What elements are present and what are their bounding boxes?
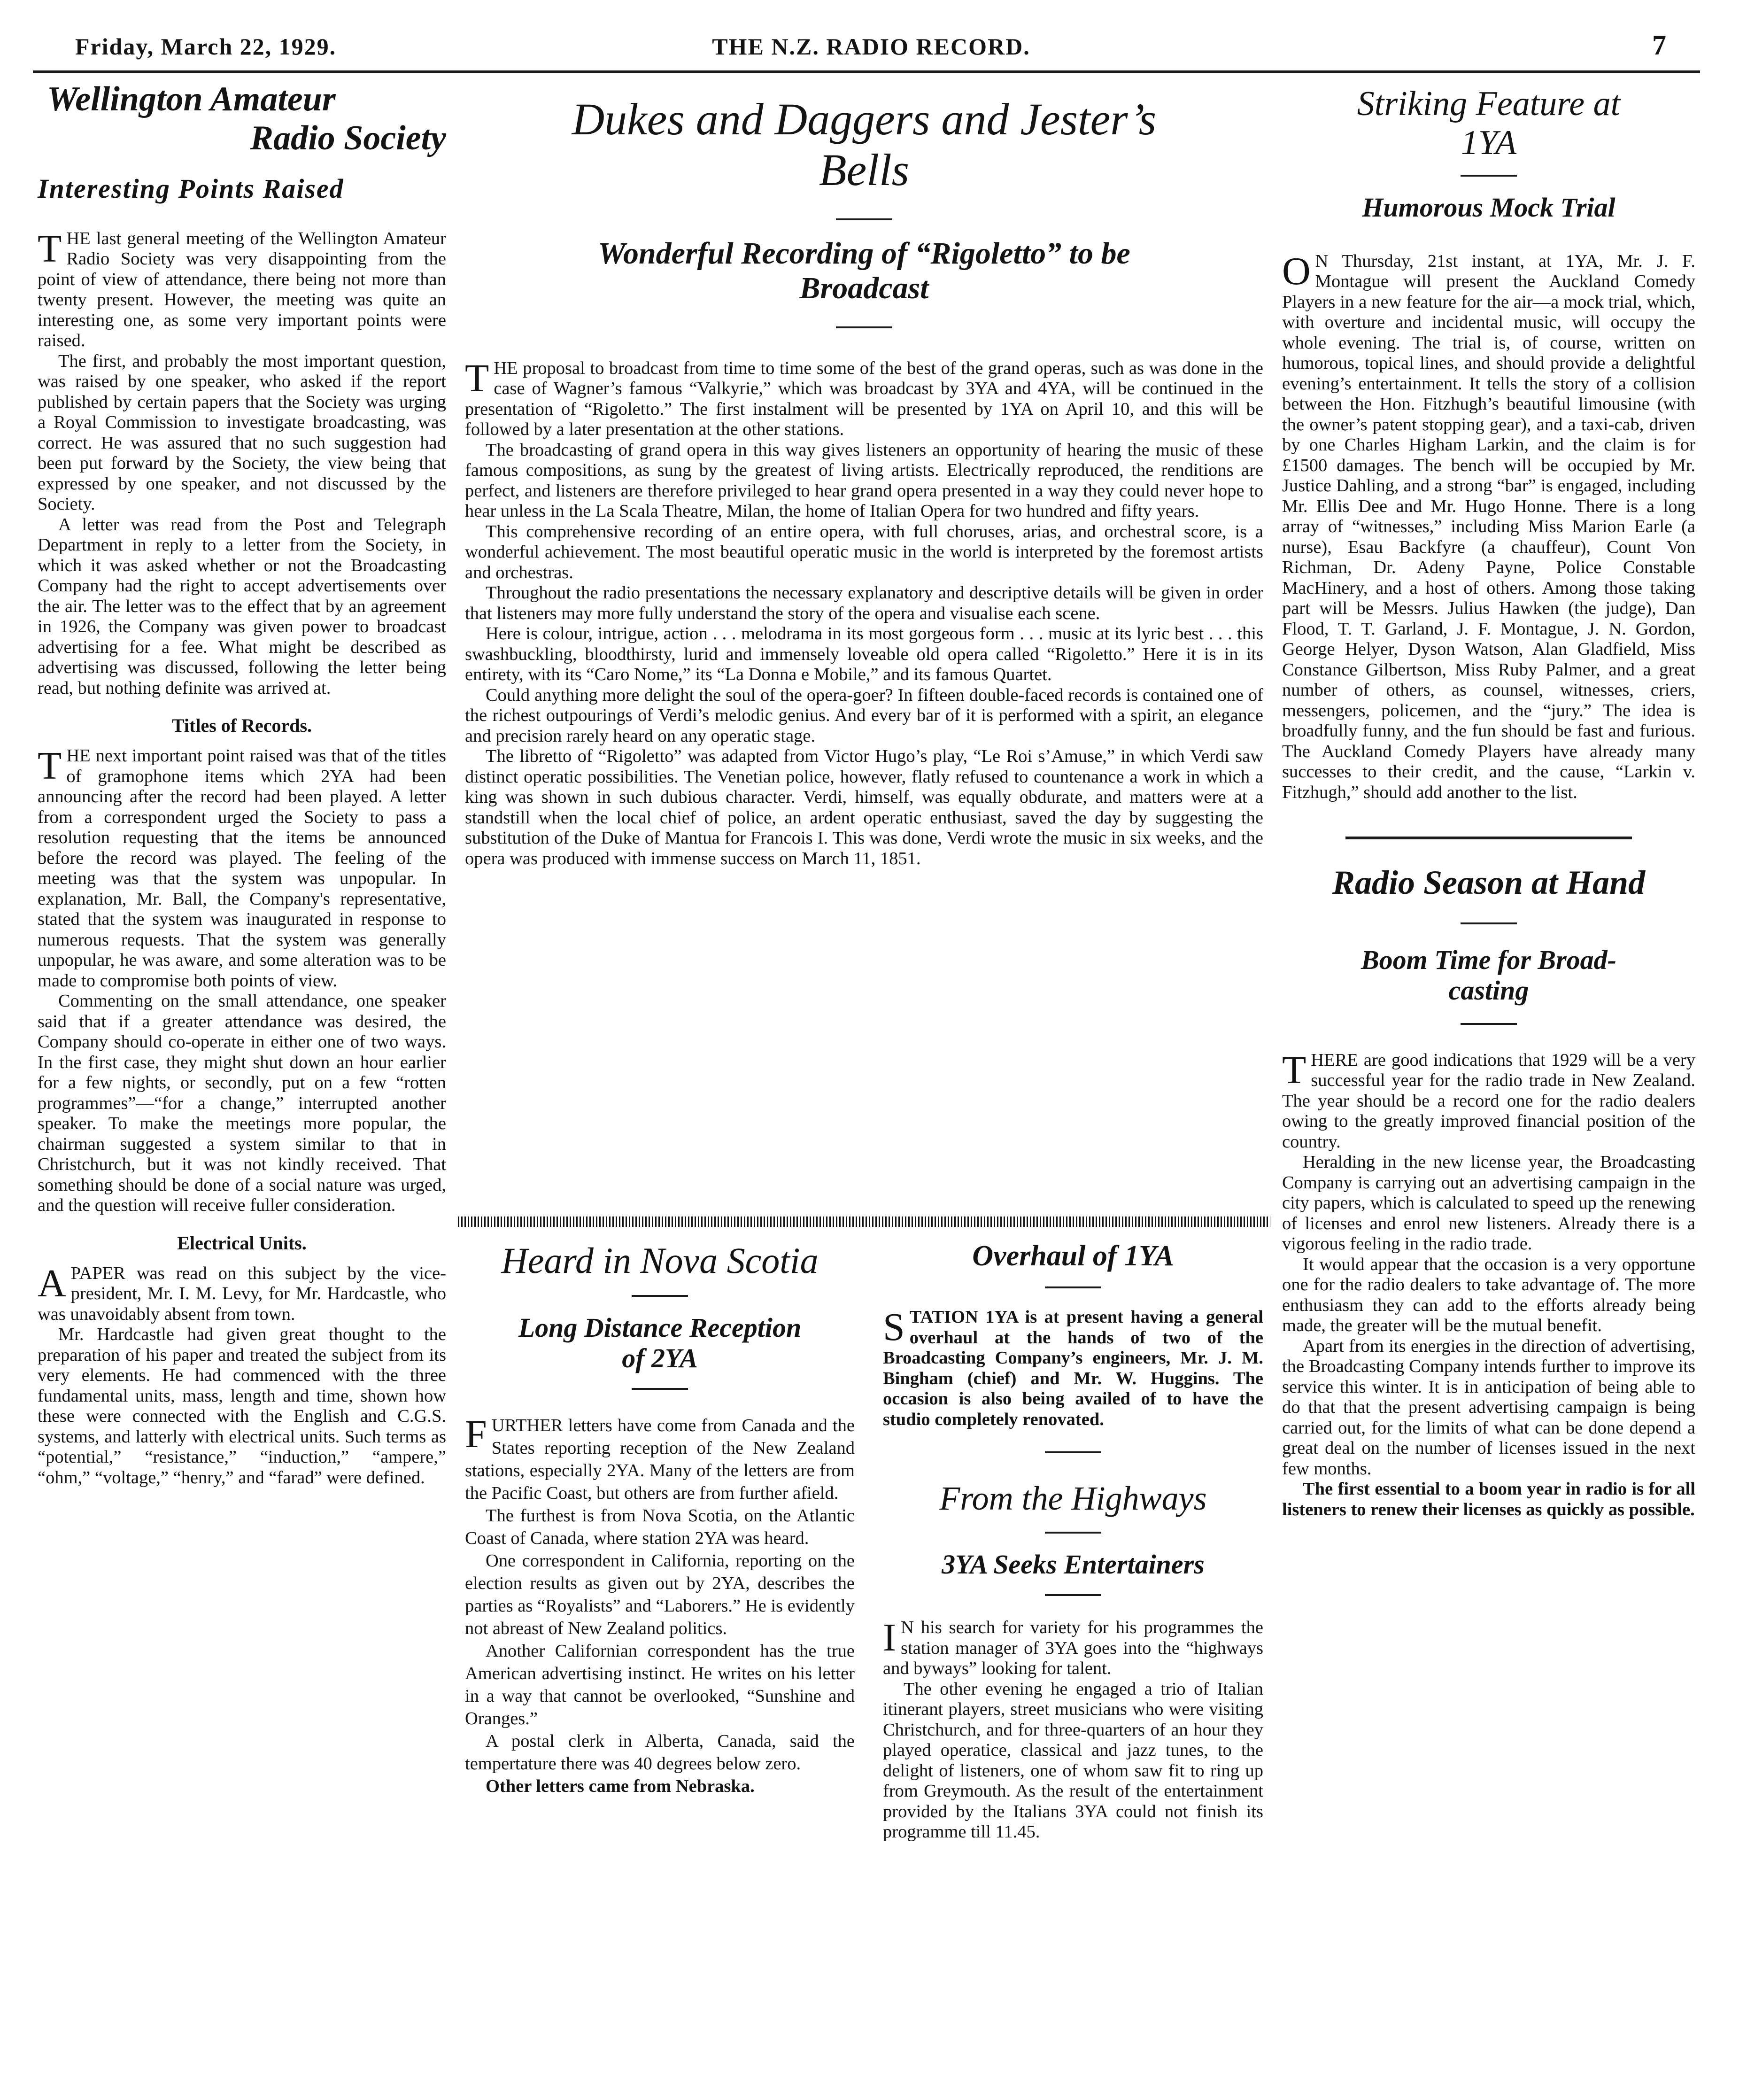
article-title-radio-season: Radio Season at Hand: [1332, 864, 1646, 902]
title-rule: [1045, 1532, 1101, 1534]
paragraph: THE proposal to broadcast from time to time some of the best of the grand operas, such as was done in the case of Wagner’s famous “Valkyrie,” which was broadcast by 3YA and 4YA, will be continued in the presentation of “Rigoletto.” The first instalment will be presented by 1YA on April 10, and this will be followed by a later presentation at the other stations.: [465, 356, 1263, 440]
drop-cap: S: [883, 1305, 905, 1349]
article-title-line2: 1YA: [1461, 123, 1517, 162]
article-subtitle-line2: of 2YA: [622, 1343, 698, 1374]
article-subtitle: Humorous Mock Trial: [1362, 192, 1616, 223]
article-wellington-society: [38, 80, 446, 1488]
paragraph: The broadcasting of grand opera in this way gives listeners an opportunity of hearing the music of these famous compositions, as sung by the greatest of living artists. Electrically reproduced, the renditions are perfect, and listeners are therefore privileged to hear grand opera presented in a way they could never hope to hear unless in the La Scala Theatre, Milan, the home of Italian Opera for two hundred and fifty years.: [465, 440, 1263, 521]
paragraph: Heralding in the new license year, the Broadcasting Company is carrying out an advertising campaign in the city papers, which is calculated to speed up the renewing of licenses and enrol new listeners. Already there is a vigorous feeling in the radio trade.: [1282, 1152, 1695, 1254]
article-striking-feature: [1282, 80, 1695, 1520]
drop-cap: T: [38, 226, 62, 271]
title-rule: [632, 1295, 688, 1297]
drop-cap: A: [38, 1261, 66, 1305]
paragraph: It would appear that the occasion is a very opportune one for the radio dealers to take advantage of. The more enthusiasm they can add to the efforts already being made, the greater will be the mutual benefit.: [1282, 1254, 1695, 1336]
section-rule: [1345, 837, 1632, 839]
paragraph: Another Californian correspondent has the true American advertising instinct. He writes on his letter in a way that cannot be overlooked, “Sunshine and Oranges.”: [465, 1641, 855, 1729]
paragraph: Mr. Hardcastle had given great thought to the preparation of his paper and treated the subject from its very elements. He had commenced with the three fundamental units, mass, length and time, shown how these were connected with the English and C.G.S. systems, and latterly with electrical units. Such terms as “potential,” “resistance,” “induction,” “ampere,” “ohm,” “voltage,” “henry,” and “farad” were defined.: [38, 1325, 446, 1488]
subtitle-rule: [632, 1388, 688, 1390]
paragraph: The first, and probably the most important question, was raised by one speaker, who asked if the report published by certain papers that the Society was urging a Royal Commission to investigate broadcasting, was correct. He was assured that no such suggestion had been put forward by the Society, the view being that expressed by one speaker, and not discussed by the Society.: [38, 351, 446, 514]
paragraph: Throughout the radio presentations the necessary explanatory and descriptive details will be given in order that listeners may more fully understand the story of the opera and visualise each scene.: [465, 583, 1263, 623]
masthead: [75, 29, 1667, 67]
article-title-highways: From the Highways: [939, 1480, 1207, 1518]
article-subtitle-line1: Boom Time for Broad-: [1360, 944, 1616, 975]
paragraph: Other letters came from Nebraska.: [486, 1776, 755, 1797]
paragraph: THERE are good indications that 1929 will be a very successful year for the radio trade in New Zealand. The year should be a record one for the radio dealers owing to the greatly improved financial position of the country.: [1282, 1048, 1695, 1152]
title-rule: [1045, 1286, 1101, 1288]
drop-cap: F: [465, 1412, 487, 1457]
article-title: Overhaul of 1YA: [972, 1240, 1174, 1272]
paragraph: This comprehensive recording of an entire opera, with full choruses, arias, and orchestral score, is a wonderful achievement. The most beautiful operatic music in the world is interpreted by the foremost artists and orchestras.: [465, 521, 1263, 582]
article-title-line1: Striking Feature at: [1357, 85, 1621, 123]
paragraph: The furthest is from Nova Scotia, on the Atlantic Coast of Canada, where station 2YA was heard.: [465, 1506, 855, 1549]
paragraph: Here is colour, intrigue, action . . . melodrama in its most gorgeous form . . . music at its lyric best . . . this swashbuckling, bloodthirsty, lurid and immensely loveable old opera called “Rigoletto.” Here it is in its entirety, with its “Caro Nome,” its “La Donna e Mobile,” and its famous Quartet.: [465, 624, 1263, 685]
paragraph: The libretto of “Rigoletto” was adapted from Victor Hugo’s play, “Le Roi s’Amuse,” in which Verdi saw distinct operatic possibilities. The Venetian police, however, flatly refused to countenance a work in which a king was shown in such dubious character. Verdi, himself, was equally obdurate, and matters were at a standstill when the local chief of police, an ardent operatic enthusiast, saved the day by suggesting the substitution of the Duke of Mantua for Francois I. This was done, Verdi wrote the music in six weeks, and the opera was produced with immense success on March 11, 1851.: [465, 746, 1263, 868]
paragraph: APAPER was read on this subject by the vice-president, Mr. I. M. Levy, for Mr. Hardcastle, who was unavoidably absent from town.: [38, 1261, 446, 1324]
issue-date: Friday, March 22, 1929.: [75, 33, 337, 60]
page-number: 7: [1652, 30, 1667, 61]
paragraph: A postal clerk in Alberta, Canada, said the tempertature there was 40 degrees below zero.: [465, 1731, 855, 1774]
article-subtitle-line2: casting: [1448, 975, 1529, 1006]
paragraph: I N his search for variety for his programmes the station manager of 3YA goes into the “highways and byways” looking for talent.: [883, 1616, 1263, 1679]
subtitle-rule: [836, 326, 892, 328]
section-heading: Electrical Units.: [177, 1232, 307, 1254]
paragraph: O N Thursday, 21st instant, at 1YA, Mr. J. F. Montague will present the Auckland Comedy Players in a new feature for the air—a mock trial, which, with overture and incidental music, will occupy the whole evening. The trial is, of course, written on humorous, topical lines, and should provide a delightful evening’s entertainment. It tells the story of a collision between the Hon. Fitzhugh’s beautiful limousine (with the owner’s patent stopping gear), and a taxi-cab, driven by one Charles Higham Larkin, and the claim is for £1500 damages. The bench will be occupied by Mr. Justice Dahling, and a strong “bar” is engaged, including Mr. Ellis Dee and Mr. Hugo Honne. There is a long array of “witnesses,” including Miss Marion Earle (a nurse), Esau Backfyre (a chauffeur), Count Von Richman, Dr. Adeny Payne, Police Constable MacHinery, and a host of others. Among those taking part will be Messrs. Julius Hawken (the judge), Dan Flood, T. T. Garland, J. F. Montague, J. N. Gordon, George Helyer, Dyson Watson, Alan Gladfield, Miss Constance Gilbertson, Miss Ruby Palmer, and a great number of others, as counsel, witnesses, criers, messengers, policemen, and the “jury.” The idea is broadfully funny, and the fun should be fast and furious. The Auckland Comedy Players have already many successes to their credit, and the cause, “Larkin v. Fitzhugh,” should add another to the list.: [1282, 249, 1695, 802]
article-title: Heard in Nova Scotia: [501, 1240, 819, 1281]
article-subtitle: Interesting Points Raised: [38, 173, 344, 204]
drop-cap: T: [465, 356, 489, 400]
title-rule: [1461, 175, 1517, 177]
paragraph: The other evening he engaged a trio of Italian itinerant players, street musicians who were visiting Christchurch, and for three-quarters of an hour they played operatice, classical and jazz tunes, to the delight of listeners, one of whom saw fit to ring up from Greymouth. As the result of the entertainment provided by the Italians 3YA could not finish its programme till 11.45.: [883, 1679, 1263, 1842]
paragraph: Apart from its energies in the direction of advertising, the Broadcasting Company intends further to improve its service this winter. It is in anticipation of being able to do that that the present advertising campaign is being carried out, for the limits of what can be done depend a great deal on the number of licenses issued in the next few months.: [1282, 1336, 1695, 1479]
drop-cap: I: [883, 1616, 896, 1660]
article-nova-scotia: [465, 1240, 855, 1798]
drop-cap: T: [1282, 1048, 1306, 1092]
article-title-line2: Radio Society: [250, 118, 446, 157]
ornamental-divider: [458, 1217, 1270, 1227]
subtitle-rule: [1461, 1023, 1517, 1025]
article-overhaul-1ya: [883, 1240, 1263, 1843]
section-heading: Titles of Records.: [171, 715, 312, 736]
title-rule: [836, 218, 892, 220]
article-subtitle-highways: 3YA Seeks Entertainers: [942, 1549, 1205, 1580]
paragraph: THE next important point raised was that of the titles of gramophone items which 2YA had been announcing after the record had been played. A letter from a correspondent urged the Society to pass a resolution requesting that the items be announced before the record was played. The feeling of the meeting was that the system was unpopular. In explanation, Mr. Ball, the Company's representative, stated that the system was inaugurated in response to numerous requests. That the system was generally unpopular, he was aware, and some alteration was to be made to compromise both points of view.: [38, 744, 446, 991]
paragraph: FURTHER letters have come from Canada and the States reporting reception of the New Zealand stations, especially 2YA. Many of the letters are from the Pacific Coast, but others are from further afield.: [465, 1412, 855, 1503]
paragraph: A letter was read from the Post and Telegraph Department in reply to a letter from the Society, in which it was asked whether or not the Broadcasting Company had the right to accept advertisements over the air. The letter was to the effect that by an agreement in 1926, the Company was given power to broadcast advertising for a fee. What might be described as advertising was discussed, following the letter being read, but nothing definite was arrived at.: [38, 514, 446, 698]
article-title-line1: Wellington Amateur: [47, 80, 336, 118]
article-subtitle-line2: Broadcast: [799, 271, 929, 305]
paragraph: STATION 1YA is at present having a general overhaul at the hands of two of the Broadcasting Company’s engineers, Mr. J. M. Bingham (chief) and Mr. W. Huggins. The occasion is also being availed of to have the studio completely renovated.: [883, 1305, 1263, 1429]
article-title-line1: Dukes and Daggers and Jester’s: [572, 94, 1157, 144]
article-subtitle-line1: Long Distance Reception: [518, 1312, 802, 1343]
paragraph: THE last general meeting of the Wellington Amateur Radio Society was very disappointing from the point of view of attendance, there being not more than twenty present. However, the meeting was quite an interesting one, as some very important points were raised.: [38, 226, 446, 351]
paragraph: Commenting on the small attendance, one speaker said that if a greater attendance was desired, the Company should co-operate in either one of two ways. In the first case, they might shut down an hour earlier for a few nights, or secondly, put on a few “rotten programmes”—“for a change,” interrupted another speaker. To make the meetings more popular, the chairman suggested a system similar to that in Christchurch, but it was not kindly received. That something should be done of a social nature was urged, and the question will receive fuller consideration.: [38, 991, 446, 1216]
article-subtitle-line1: Wonderful Recording of “Rigoletto” to be: [598, 236, 1130, 271]
section-rule: [1045, 1451, 1101, 1453]
publication-name: THE N.Z. RADIO RECORD.: [712, 33, 1030, 60]
article-rigoletto: [465, 80, 1263, 869]
article-title-line2: Bells: [819, 144, 909, 195]
masthead-rule: [33, 70, 1700, 73]
drop-cap: O: [1282, 249, 1311, 293]
drop-cap: T: [38, 744, 62, 788]
paragraph: One correspondent in California, reporting on the election results as given out by 2YA, describes the parties as “Royalists” and “Laborers.” He is evidently not abreast of New Zealand politics.: [465, 1551, 855, 1639]
paragraph: The first essential to a boom year in radio is for all listeners to renew their licenses as quickly as possible.: [1282, 1479, 1695, 1519]
subtitle-rule: [1045, 1594, 1101, 1596]
title-rule: [1461, 922, 1517, 924]
paragraph: Could anything more delight the soul of the opera-goer? In fifteen double-faced records is contained one of the richest outpourings of Verdi’s melodic genius. And every bar of it is performed with a spirit, an elegance and precision rarely heard on any operatic stage.: [465, 685, 1263, 746]
